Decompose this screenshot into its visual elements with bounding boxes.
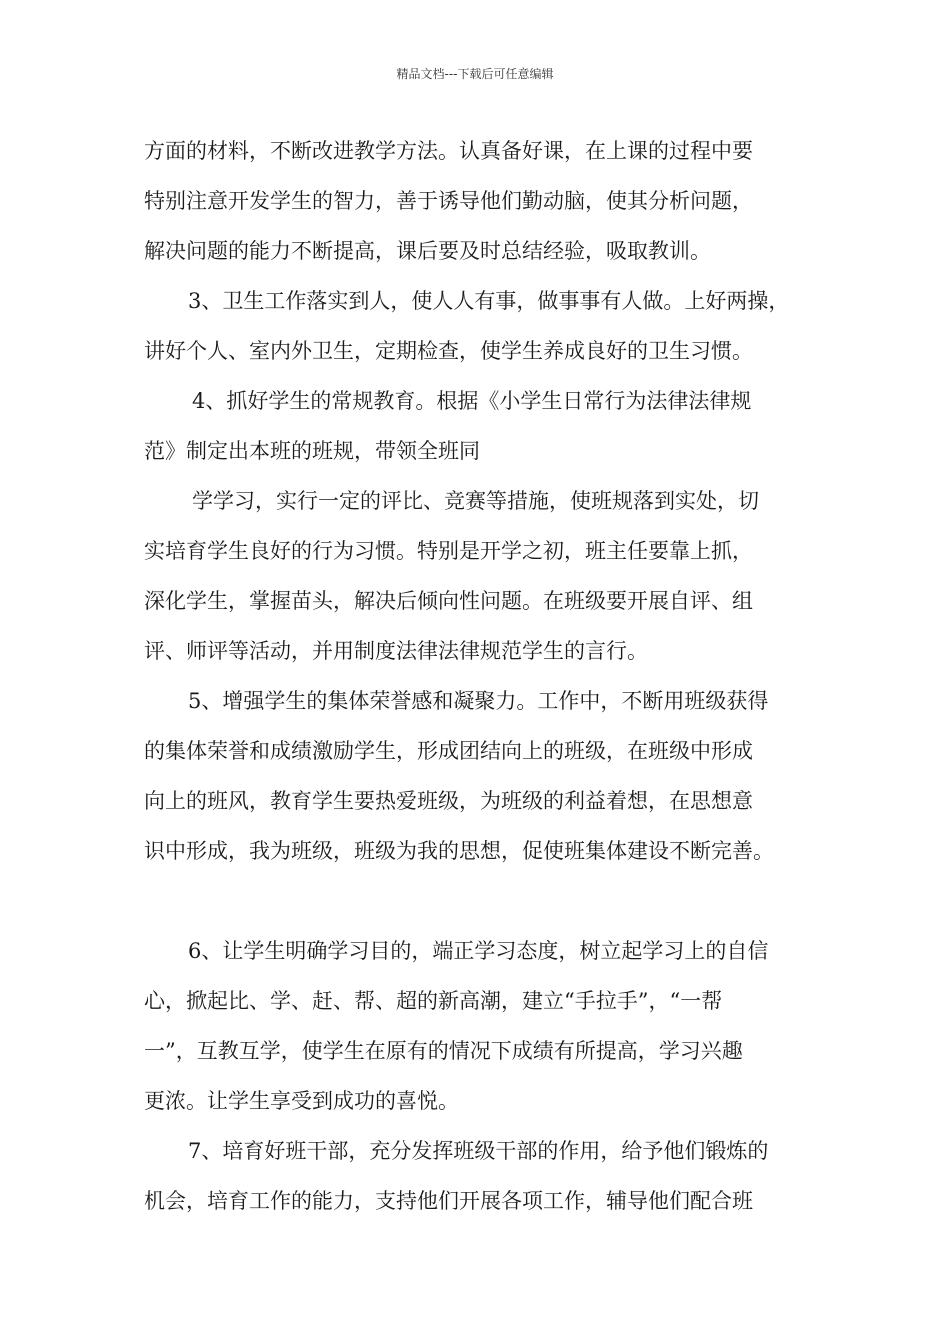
text-line: 更浓。让学生享受到成功的喜悦。: [144, 1089, 459, 1113]
text-line: 识中形成，我为班级，班级为我的思想，促使班集体建设不断完善。: [144, 839, 774, 863]
text-line: 的集体荣誉和成绩激励学生，形成团结向上的班级，在班级中形成: [144, 739, 753, 763]
text-line: 实培育学生良好的行为习惯。特别是开学之初，班主任要靠上抓，: [144, 539, 753, 563]
text-line: 评、师评等活动，并用制度法律法律规范学生的言行。: [144, 639, 648, 663]
document-body: [144, 126, 824, 1226]
paragraph-gap: [144, 876, 824, 926]
text-line: 方面的材料，不断改进教学方法。认真备好课，在上课的过程中要: [144, 139, 753, 163]
text-line: 深化学生，掌握苗头，解决后倾向性问题。在班级要开展自评、组: [144, 589, 753, 613]
paragraph: [144, 926, 824, 1126]
text-line: 范》制定出本班的班规，带领全班同: [144, 439, 480, 463]
paragraph: [144, 676, 824, 876]
paragraph: [144, 376, 824, 476]
text-line: 3、卫生工作落实到人，使人人有事，做事事有人做。上好两操，: [188, 289, 790, 313]
text-line: 特别注意开发学生的智力，善于诱导他们勤动脑，使其分析问题，: [144, 189, 753, 213]
text-line: 6、让学生明确学习目的，端正学习态度，树立起学习上的自信: [188, 939, 769, 963]
text-line: 一”，互教互学，使学生在原有的情况下成绩有所提高，学习兴趣: [144, 1039, 743, 1063]
paragraph: [144, 476, 824, 676]
text-line: 4、抓好学生的常规教育。根据《小学生日常行为法律法律规: [192, 389, 752, 413]
text-line: 5、增强学生的集体荣誉感和凝聚力。工作中，不断用班级获得: [188, 689, 769, 713]
paragraph: [144, 126, 824, 276]
text-line: 向上的班风，教育学生要热爱班级，为班级的利益着想，在思想意: [144, 789, 753, 813]
page-header: 精品文档---下载后可任意编辑: [396, 67, 554, 81]
text-line: 学学习，实行一定的评比、竞赛等措施，使班规落到实处，切: [192, 489, 759, 513]
text-line: 7、培育好班干部，充分发挥班级干部的作用，给予他们锻炼的: [188, 1139, 769, 1163]
text-line: 解决问题的能力不断提高，课后要及时总结经验，吸取教训。: [144, 239, 711, 263]
text-line: 机会，培育工作的能力，支持他们开展各项工作，辅导他们配合班: [144, 1189, 753, 1213]
text-line: 讲好个人、室内外卫生，定期检查，使学生养成良好的卫生习惯。: [144, 339, 753, 363]
paragraph: [144, 276, 824, 376]
paragraph: [144, 1126, 824, 1226]
text-line: 心，掀起比、学、赶、帮、超的新高潮，建立“手拉手”，“一帮: [144, 989, 723, 1013]
